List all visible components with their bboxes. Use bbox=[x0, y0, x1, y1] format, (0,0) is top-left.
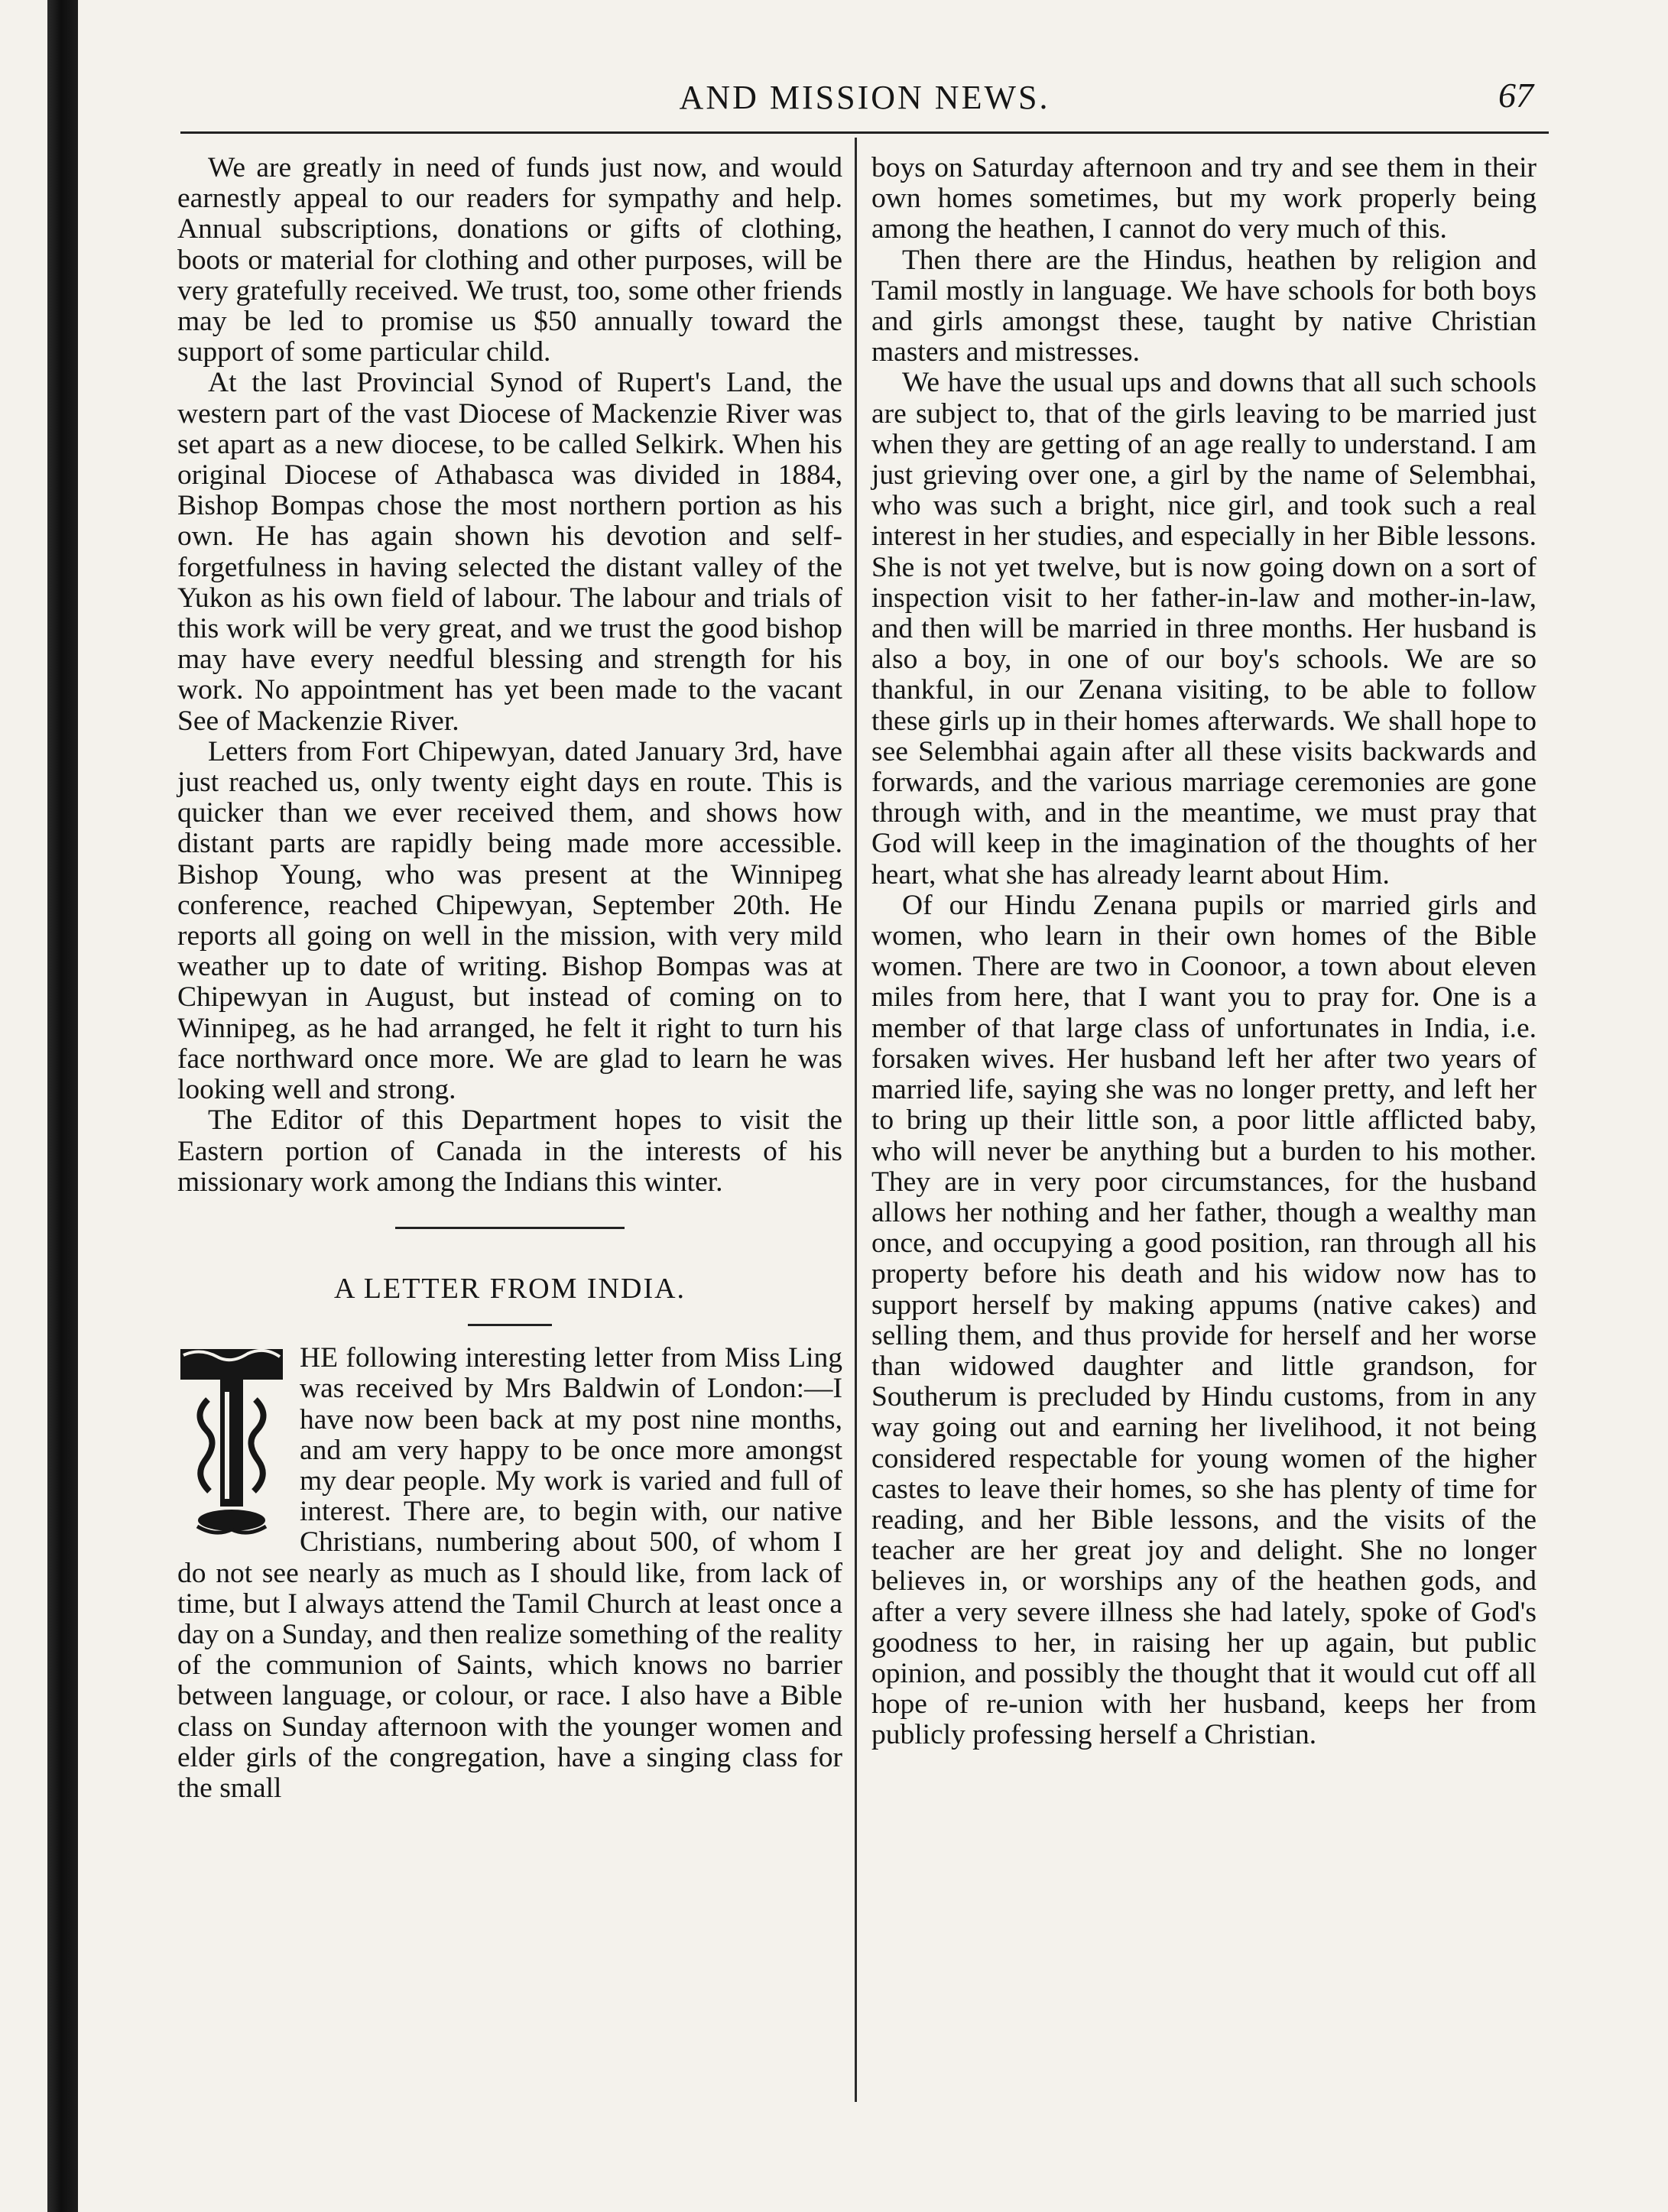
paragraph: Then there are the Hindus, heathen by religion and Tamil mostly in language. We have schools for both boys and girls amongst these, taught by native Christian masters and mistresses. bbox=[871, 244, 1537, 368]
right-column bbox=[871, 153, 1537, 1751]
section-divider bbox=[395, 1227, 625, 1229]
letter-paragraph bbox=[177, 1343, 842, 1804]
paragraph: The Editor of this Department hopes to visit the Eastern portion of Canada in the interests of his missionary work among the Indians this winter. bbox=[177, 1104, 842, 1198]
paragraph: Letters from Fort Chipewyan, dated January 3rd, have just reached us, only twenty eight days en route. This is quicker than we ever received them, and shows how distant parts are rapidly being made more accessible. Bishop Young, who was present at the Winnipeg conference, reached Chipewyan, September 20th. He reports all going on well in the mission, with very mild weather up to date of writing. Bishop Bompas was at Chipewyan in August, but instead of coming on to Winnipeg, as he had arranged, he felt it right to turn his face northward once more. We are glad to learn he was looking well and strong. bbox=[177, 735, 842, 1106]
title-underline bbox=[468, 1324, 552, 1326]
running-head: AND MISSION NEWS. bbox=[679, 79, 1050, 116]
ornamental-initial-t bbox=[177, 1346, 286, 1537]
paragraph: Of our Hindu Zenana pupils or married girls and women, who learn in their own homes of the Bible women. There are two in Coonoor, a town about eleven miles from here, that I want you to pray for. One is a member of that large class of unfortunates in India, i.e. forsaken wives. Her husband left her after two years of married life, saying she was no longer pretty, and left her to bring up their little son, a poor little afflicted baby, who will never be anything but a burden to his mother. They are in very poor circumstances, for the husband allows her nothing and her father, though a wealthy man once, and occupying a good position, ran through all his property before his death and his widow now has to support herself by making appums (native cakes) and selling them, and thus provide for herself and her worse than widowed daughter and little grandson, for Southerum is precluded by Hindu customs, from in any way going out and earning her livelihood, it not being considered respectable for young women of the higher castes to leave their homes, so she has plenty of time for reading, and her Bible lessons, and the visits of the teacher are her great joy and delight. She no longer believes in, or worships any of the heathen gods, and after a very severe illness she had lately, spoke of God's goodness to her, in raising her up again, but public opinion, and possibly the thought that it would cut off all hope of re-union with her husband, keeps her from publicly professing herself a Christian. bbox=[871, 889, 1537, 1751]
page-binding-edge bbox=[47, 0, 78, 2212]
page-header bbox=[180, 70, 1549, 131]
paragraph: At the last Provincial Synod of Rupert's Land, the western part of the vast Diocese of Mackenzie River was set apart as a new diocese, to be called Selkirk. When his original Diocese of Athabasca was divided in 1884, Bishop Bompas chose the most northern portion as his own. He has again shown his devotion and self-forgetfulness in having selected the distant valley of the Yukon as his own field of labour. The labour and trials of this work will be very great, and we trust the good bishop may have every needful blessing and strength for his work. No appointment has yet been made to the vacant See of Mackenzie River. bbox=[177, 367, 842, 737]
section-title: A LETTER FROM INDIA. bbox=[333, 1272, 686, 1305]
paragraph: We have the usual ups and downs that all such schools are subject to, that of the girls leaving to be married just when they are getting of an age really to understand. I am just grieving over one, a girl by the name of Selembhai, who was such a bright, nice girl, and took such a real interest in her studies, and especially in her Bible lessons. She is not yet twelve, but is now going down on a sort of inspection visit to her father-in-law and mother-in-law, and then will be married in three months. Her husband is also a boy, in one of our boy's schools. We are so thankful, in our Zenana visiting, to be able to follow these girls up in their homes afterwards. We shall hope to see Selembhai again after all these visits backwards and forwards, and the various marriage ceremonies are gone through with, and in the meantime, we must pray that God will keep in the imagination of the thoughts of her heart, what she has already learnt about Him. bbox=[871, 367, 1537, 890]
header-rule bbox=[180, 131, 1549, 134]
paragraph: boys on Saturday afternoon and try and see them in their own homes sometimes, but my work properly being among the heathen, I cannot do very much of this. bbox=[871, 152, 1537, 245]
page-number: 67 bbox=[1498, 76, 1533, 115]
left-column bbox=[177, 153, 842, 1804]
letter-text: HE following interesting letter from Miss Ling was received by Mrs Baldwin of London:—I have now been back at my post nine months, and am very happy to be once more amongst my dear people. My work is varied and full of interest. There are, to begin with, our native Christians, numbering about 500, of whom I do not see nearly as much as I should like, from lack of time, but I always attend the Tamil Church at least once a day on a Sunday, and then realize something of the reality of the communion of Saints, which knows no barrier between language, or colour, or race. I also have a Bible class on Sunday afternoon with the younger women and elder girls of the congregation, have a singing class for the small bbox=[177, 1342, 842, 1804]
drop-cap-t-icon bbox=[177, 1346, 286, 1537]
paragraph: We are greatly in need of funds just now, and would earnestly appeal to our readers for sympathy and help. Annual subscriptions, donations or gifts of clothing, boots or material for clothing and other purposes, will be very gratefully received. We trust, too, some other friends may be led to promise us $50 annually toward the support of some particular child. bbox=[177, 152, 842, 368]
column-divider bbox=[855, 138, 857, 2102]
